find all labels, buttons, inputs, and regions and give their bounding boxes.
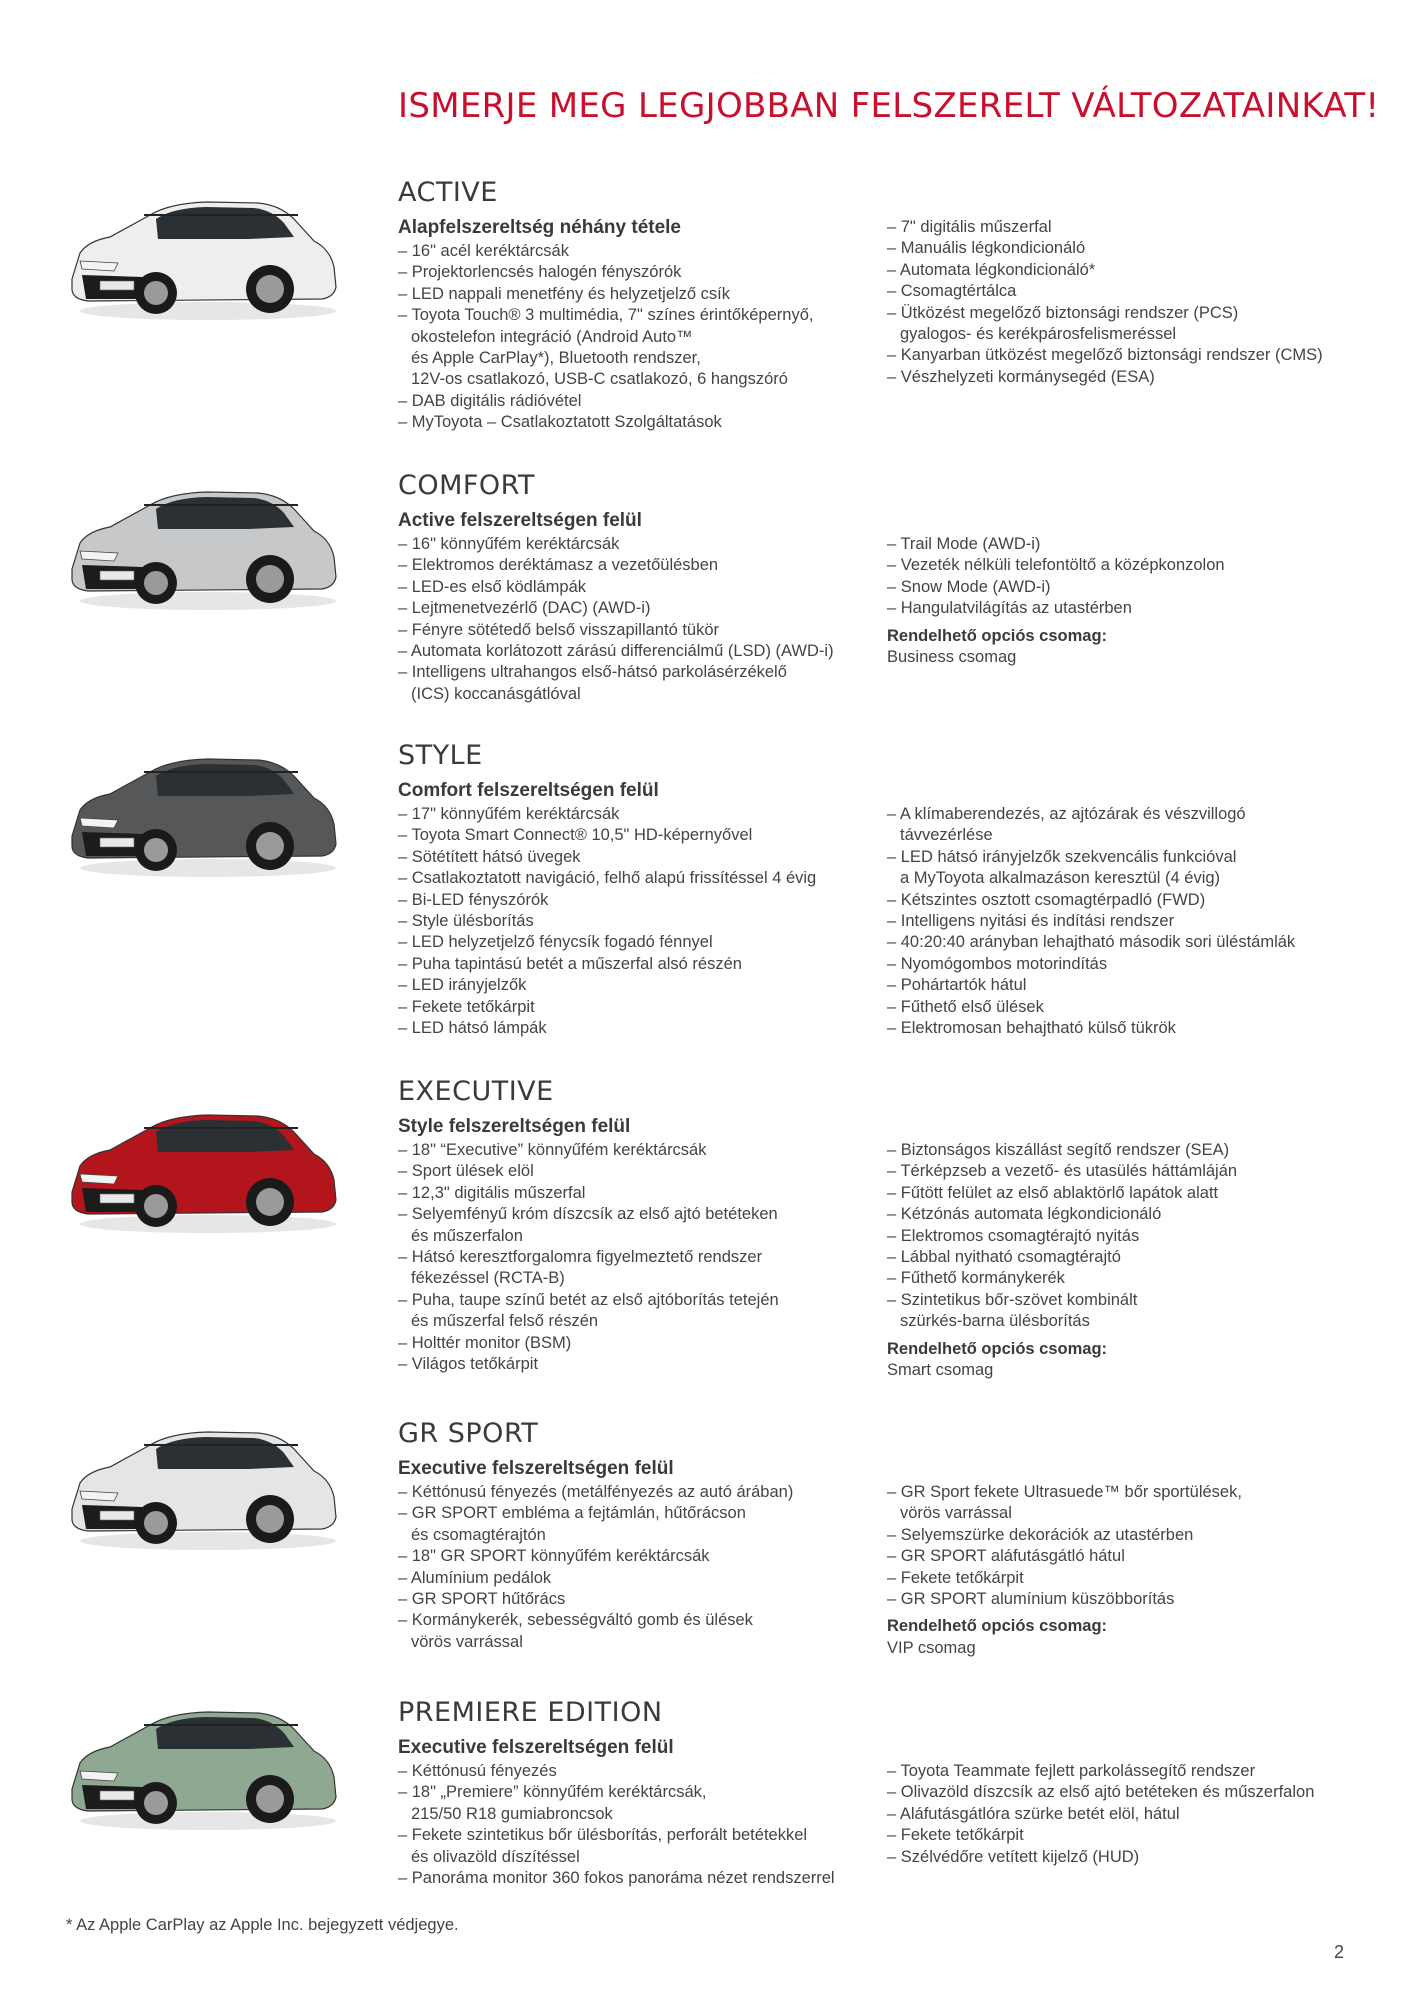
feature-item: – Hangulatvilágítás az utastérben <box>887 599 1132 618</box>
feature-item: – Lejtmenetvezérlő (DAC) (AWD-i) <box>398 599 651 618</box>
feature-item: – Selyemszürke dekorációk az utastérben <box>887 1525 1194 1544</box>
feature-item: – Nyomógombos motorindítás <box>887 954 1108 973</box>
feature-item: – LED-es első ködlámpák <box>398 577 587 596</box>
feature-item: – 12,3" digitális műszerfal <box>398 1183 586 1202</box>
feature-item: – Vezeték nélküli telefontöltő a középkonzolon <box>887 556 1225 575</box>
feature-item: – LED nappali menetfény és helyzetjelző csík <box>398 284 731 303</box>
feature-item: – GR SPORT alumínium küszöbborítás <box>887 1590 1175 1609</box>
trim-name: GR SPORT <box>398 1418 539 1449</box>
feature-item: – Panoráma monitor 360 fokos panoráma nézet rendszerrel <box>398 1869 835 1888</box>
feature-item: – Style ülésborítás <box>398 912 534 931</box>
feature-item: – Toyota Teammate fejlett parkolássegítő rendszer <box>887 1762 1256 1780</box>
feature-item: – Snow Mode (AWD-i) <box>887 577 1051 596</box>
feature-item: – Puha, taupe színű betét az első ajtóborítás tetején <box>398 1290 779 1309</box>
feature-item: – Projektorlencsés halogén fényszórók <box>398 263 682 282</box>
car-image-3 <box>58 1088 348 1238</box>
feature-item: – A klímaberendezés, az ajtózárak és vészvillogó <box>887 805 1246 823</box>
feature-item: – Térképzseb a vezető- és utasülés háttámláján <box>887 1162 1238 1181</box>
feature-item: – GR SPORT embléma a fejtámlán, hűtőrácson <box>398 1504 746 1523</box>
feature-list-left <box>398 534 878 705</box>
feature-item: – Fűtött felület az első ablaktörlő lapátok alatt <box>887 1183 1219 1202</box>
feature-item: – Szélvédőre vetített kijelző (HUD) <box>887 1847 1140 1866</box>
feature-item: – Alumínium pedálok <box>398 1568 552 1587</box>
feature-item: – MyToyota – Csatlakoztatott Szolgáltatások <box>398 413 722 432</box>
feature-item: – Sport ülések elöl <box>398 1162 534 1181</box>
car-photo <box>58 175 348 325</box>
feature-list-left <box>398 804 878 1039</box>
feature-item: vörös varrással <box>411 1632 523 1651</box>
page-title: ISMERJE MEG LEGJOBBAN FELSZERELT VÁLTOZATAINKAT! <box>398 86 1380 126</box>
feature-item: – Trail Mode (AWD-i) <box>887 535 1041 553</box>
feature-item: – Intelligens nyitási és indítási rendszer <box>887 912 1175 931</box>
trim-name: PREMIERE EDITION <box>398 1697 663 1728</box>
feature-item: – Kéttónusú fényezés <box>398 1762 557 1780</box>
car-photo <box>58 1405 348 1555</box>
feature-item: – 40:20:40 arányban lehajtható második sori üléstámlák <box>887 933 1296 952</box>
feature-item: – Holttér monitor (BSM) <box>398 1333 572 1352</box>
feature-item: – Toyota Touch® 3 multimédia, 7" színes érintőképernyő, <box>398 306 814 325</box>
car-image-5 <box>58 1685 348 1835</box>
option-package-label: Rendelhető opciós csomag: <box>887 1617 1108 1636</box>
feature-item: – Elektromos deréktámasz a vezetőülésben <box>398 556 719 575</box>
feature-item: fékezéssel (RCTA-B) <box>411 1269 565 1288</box>
feature-item: 215/50 R18 gumiabroncsok <box>411 1804 613 1823</box>
feature-item: – Lábbal nyitható csomagtérajtó <box>887 1248 1121 1267</box>
feature-item: – Kéttónusú fényezés (metálfényezés az autó árában) <box>398 1483 794 1501</box>
feature-item: – 7" digitális műszerfal <box>887 218 1052 236</box>
car-photo <box>58 1088 348 1238</box>
trim-subtitle: Active felszereltségen felül <box>398 510 642 531</box>
feature-item: – Csatlakoztatott navigáció, felhő alapú frissítéssel 4 évig <box>398 869 817 888</box>
feature-item: gyalogos- és kerékpárosfelismeréssel <box>900 325 1177 344</box>
feature-item: – Olivazöld díszcsík az első ajtó betéteken és műszerfalon <box>887 1783 1315 1802</box>
feature-item: – Pohártartók hátul <box>887 976 1027 995</box>
feature-item: – Puha tapintású betét a műszerfal alsó részén <box>398 954 742 973</box>
feature-item: – Biztonságos kiszállást segítő rendszer (SEA) <box>887 1141 1230 1159</box>
feature-item: – Fekete tetőkárpit <box>398 997 535 1016</box>
feature-item: – GR SPORT aláfutásgátló hátul <box>887 1547 1125 1566</box>
feature-item: – Világos tetőkárpit <box>398 1355 539 1374</box>
trim-subtitle: Comfort felszereltségen felül <box>398 780 659 801</box>
feature-item: és műszerfal felső részén <box>411 1312 599 1331</box>
feature-item: – Sötétített hátsó üvegek <box>398 847 581 866</box>
feature-item: és műszerfalon <box>411 1226 523 1245</box>
car-image-2 <box>58 732 348 882</box>
feature-item: – Vészhelyzeti kormánysegéd (ESA) <box>887 367 1155 386</box>
option-package-value: VIP csomag <box>887 1638 976 1657</box>
trim-subtitle: Executive felszereltségen felül <box>398 1458 674 1479</box>
feature-item: – Selyemfényű króm díszcsík az első ajtó betéteken <box>398 1205 778 1224</box>
feature-item: – 18" “Executive” könnyűfém keréktárcsák <box>398 1141 707 1159</box>
feature-item: – DAB digitális rádióvétel <box>398 391 582 410</box>
feature-list-right <box>887 1761 1357 1868</box>
feature-item: – 16" könnyűfém keréktárcsák <box>398 535 620 553</box>
trim-name: STYLE <box>398 740 483 771</box>
trim-subtitle: Alapfelszereltség néhány tétele <box>398 217 681 238</box>
car-image-4 <box>58 1405 348 1555</box>
car-photo <box>58 732 348 882</box>
page-number: 2 <box>1334 1942 1345 1962</box>
feature-item: vörös varrással <box>900 1504 1012 1523</box>
feature-item: – Elektromosan behajtható külső tükrök <box>887 1019 1176 1038</box>
feature-item: – Csomagtértálca <box>887 282 1017 301</box>
feature-item: – LED irányjelzők <box>398 976 527 995</box>
option-package-label: Rendelhető opciós csomag: <box>887 1339 1108 1358</box>
feature-item: – Intelligens ultrahangos első-hátsó parkolásérzékelő <box>398 663 787 682</box>
feature-item: – 17" könnyűfém keréktárcsák <box>398 805 620 823</box>
feature-item: és Apple CarPlay*), Bluetooth rendszer, <box>411 349 701 368</box>
feature-item: (ICS) koccanásgátlóval <box>411 684 581 703</box>
feature-list-right <box>887 534 1357 668</box>
feature-item: – Fűthető kormánykerék <box>887 1269 1065 1288</box>
feature-item: – LED hátsó irányjelzők szekvencális funkcióval <box>887 847 1237 866</box>
feature-item: – 18" GR SPORT könnyűfém keréktárcsák <box>398 1547 710 1566</box>
feature-item: – 16" acél keréktárcsák <box>398 242 569 260</box>
feature-item: okostelefon integráció (Android Auto™ <box>411 327 693 346</box>
feature-item: és csomagtérajtón <box>411 1525 546 1544</box>
feature-item: – Bi-LED fényszórók <box>398 890 549 909</box>
feature-item: – Fekete tetőkárpit <box>887 1826 1024 1845</box>
feature-item: – Fűthető első ülések <box>887 997 1044 1016</box>
feature-list-left <box>398 1761 878 1889</box>
feature-item: – Automata légkondicionáló* <box>887 260 1096 279</box>
feature-list-right <box>887 804 1357 1039</box>
trim-subtitle: Executive felszereltségen felül <box>398 1737 674 1758</box>
feature-list-left <box>398 1140 878 1375</box>
feature-item: – Automata korlátozott zárású differenciálmű (LSD) (AWD-i) <box>398 642 834 661</box>
option-package-label: Rendelhető opciós csomag: <box>887 626 1108 645</box>
feature-item: – GR SPORT hűtőrács <box>398 1590 566 1609</box>
feature-item: szürkés-barna ülésborítás <box>900 1312 1090 1331</box>
feature-item: – LED helyzetjelző fénycsík fogadó fénnyel <box>398 933 713 952</box>
feature-item: – Ütközést megelőző biztonsági rendszer (PCS) <box>887 303 1239 322</box>
feature-list-right <box>887 1482 1357 1659</box>
feature-item: – Fekete szintetikus bőr ülésborítás, perforált betétekkel <box>398 1826 808 1845</box>
feature-item: – Hátsó keresztforgalomra figyelmeztető rendszer <box>398 1248 763 1267</box>
feature-item: – Fekete tetőkárpit <box>887 1568 1024 1587</box>
feature-item: – GR Sport fekete Ultrasuede™ bőr sportülések, <box>887 1483 1242 1501</box>
feature-item: – Szintetikus bőr-szövet kombinált <box>887 1290 1138 1309</box>
car-image-0 <box>58 175 348 325</box>
feature-item: – Kormánykerék, sebességváltó gomb és ülések <box>398 1611 753 1630</box>
feature-item: távvezérlése <box>900 826 993 845</box>
trim-subtitle: Style felszereltségen felül <box>398 1116 631 1137</box>
feature-item: – Manuális légkondicionáló <box>887 239 1086 258</box>
trim-name: EXECUTIVE <box>398 1076 554 1107</box>
trim-name: ACTIVE <box>398 177 498 208</box>
feature-list-right <box>887 217 1357 388</box>
trim-name: COMFORT <box>398 470 535 501</box>
feature-item: – Kétszintes osztott csomagtérpadló (FWD) <box>887 890 1206 909</box>
option-package-value: Business csomag <box>887 648 1017 667</box>
feature-item: – 18" „Premiere” könnyűfém keréktárcsák, <box>398 1783 707 1802</box>
feature-item: – Kanyarban ütközést megelőző biztonsági rendszer (CMS) <box>887 346 1323 365</box>
feature-item: 12V-os csatlakozó, USB-C csatlakozó, 6 hangszóró <box>411 370 788 389</box>
feature-list-right <box>887 1140 1357 1381</box>
feature-item: – LED hátsó lámpák <box>398 1019 547 1038</box>
feature-item: – Kétzónás automata légkondicionáló <box>887 1205 1162 1224</box>
car-photo <box>58 1685 348 1835</box>
feature-item: a MyToyota alkalmazáson keresztül (4 évig) <box>900 869 1221 888</box>
footnote: * Az Apple CarPlay az Apple Inc. bejegyzett védjegye. <box>66 1916 459 1934</box>
car-image-1 <box>58 465 348 615</box>
feature-item: és olivazöld díszítéssel <box>411 1847 580 1866</box>
feature-item: – Elektromos csomagtérajtó nyitás <box>887 1226 1140 1245</box>
feature-list-left <box>398 1482 878 1653</box>
car-photo <box>58 465 348 615</box>
feature-list-left <box>398 241 878 434</box>
feature-item: – Toyota Smart Connect® 10,5" HD-képernyővel <box>398 826 753 845</box>
feature-item: – Aláfutásgátlóra szürke betét elöl, hátul <box>887 1804 1180 1823</box>
feature-item: – Fényre sötétedő belső visszapillantó tükör <box>398 620 720 639</box>
option-package-value: Smart csomag <box>887 1361 994 1380</box>
